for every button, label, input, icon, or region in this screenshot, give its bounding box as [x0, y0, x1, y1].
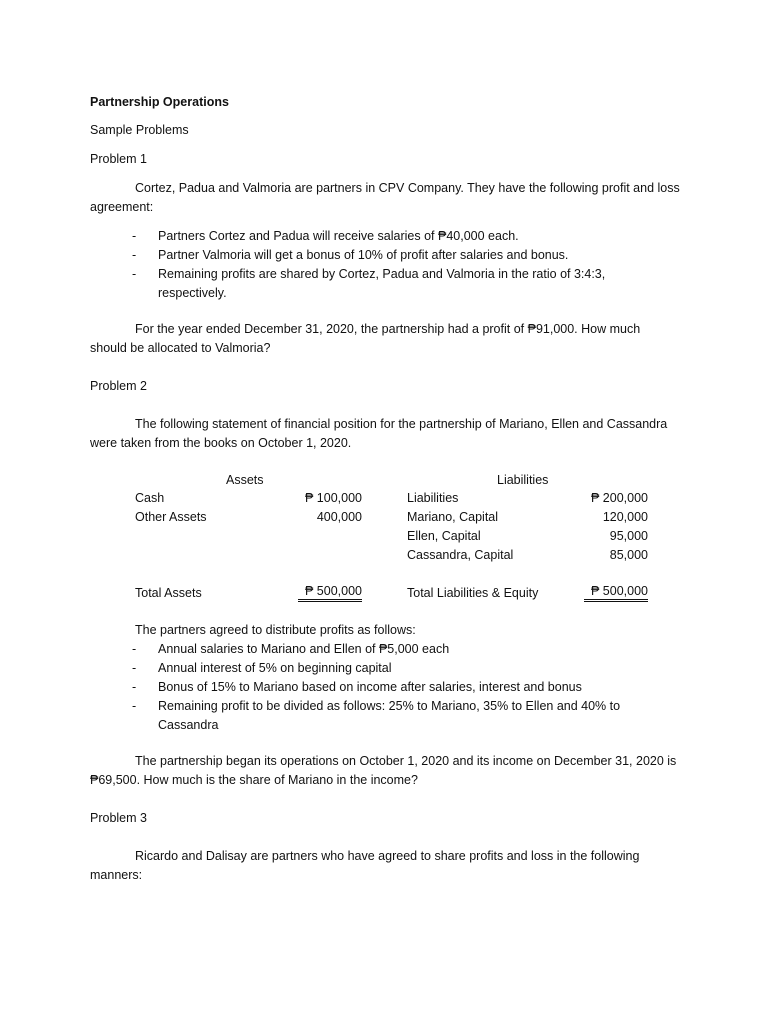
list-item: - Bonus of 15% to Mariano based on income after salaries, interest and bonus [132, 680, 582, 694]
list-item: - Annual interest of 5% on beginning capital [132, 661, 392, 675]
table-row-value: 120,000 [602, 510, 648, 524]
total-liabilities-value: ₱ 500,000 [584, 584, 648, 602]
document-subtitle: Sample Problems [90, 123, 189, 137]
list-item: - Partners Cortez and Padua will receive salaries of ₱40,000 each. [132, 229, 519, 243]
table-row-value: ₱ 100,000 [305, 491, 362, 505]
problem1-bullet-list [132, 227, 675, 303]
table-row-value: 85,000 [609, 548, 648, 562]
problem1-intro: Cortez, Padua and Valmoria are partners in CPV Company. They have the following profit and loss agreement: [90, 181, 680, 214]
problem1-heading: Problem 1 [90, 152, 147, 166]
problem3-heading: Problem 3 [90, 811, 147, 825]
table-row-value: 400,000 [316, 510, 362, 524]
document-title: Partnership Operations [90, 95, 229, 109]
total-assets-value: ₱ 500,000 [298, 584, 362, 602]
total-liabilities-label: Total Liabilities & Equity [407, 586, 539, 600]
problem2-bullet-list [132, 640, 675, 735]
table-row-label: Liabilities [407, 491, 459, 505]
table-row-label: Mariano, Capital [407, 510, 499, 524]
total-assets-label: Total Assets [135, 586, 202, 600]
table-row-label: Other Assets [135, 510, 207, 524]
problem3-intro: Ricardo and Dalisay are partners who have agreed to share profits and loss in the following manners: [90, 849, 640, 882]
table-row-value: 95,000 [609, 529, 648, 543]
problem2-agreement-intro: The partners agreed to distribute profits as follows: [135, 623, 416, 637]
table-row-value: ₱ 200,000 [591, 491, 648, 505]
assets-header: Assets [226, 473, 264, 487]
table-row-label: Cash [135, 491, 165, 505]
table-row-label: Ellen, Capital [407, 529, 481, 543]
problem2-intro: The following statement of financial position for the partnership of Mariano, Ellen and Cassandra were taken from the books on October 1, 2020. [90, 417, 668, 450]
list-item: - Remaining profits are shared by Cortez, Padua and Valmoria in the ratio of 3:4:3, respectively. [132, 267, 606, 300]
liabilities-header: Liabilities [497, 473, 549, 487]
problem2-heading: Problem 2 [90, 379, 147, 393]
list-item: - Remaining profit to be divided as follows: 25% to Mariano, 35% to Ellen and 40% to Cassandra [132, 699, 621, 732]
table-row-label: Cassandra, Capital [407, 548, 514, 562]
list-item: - Annual salaries to Mariano and Ellen of ₱5,000 each [132, 642, 450, 656]
problem2-question: The partnership began its operations on October 1, 2020 and its income on December 31, 2020 is ₱69,500. How much is the share of Mariano in the income? [90, 754, 677, 787]
problem1-question: For the year ended December 31, 2020, the partnership had a profit of ₱91,000. How much should be allocated to Valmoria? [90, 322, 641, 355]
list-item: - Partner Valmoria will get a bonus of 10% of profit after salaries and bonus. [132, 248, 569, 262]
